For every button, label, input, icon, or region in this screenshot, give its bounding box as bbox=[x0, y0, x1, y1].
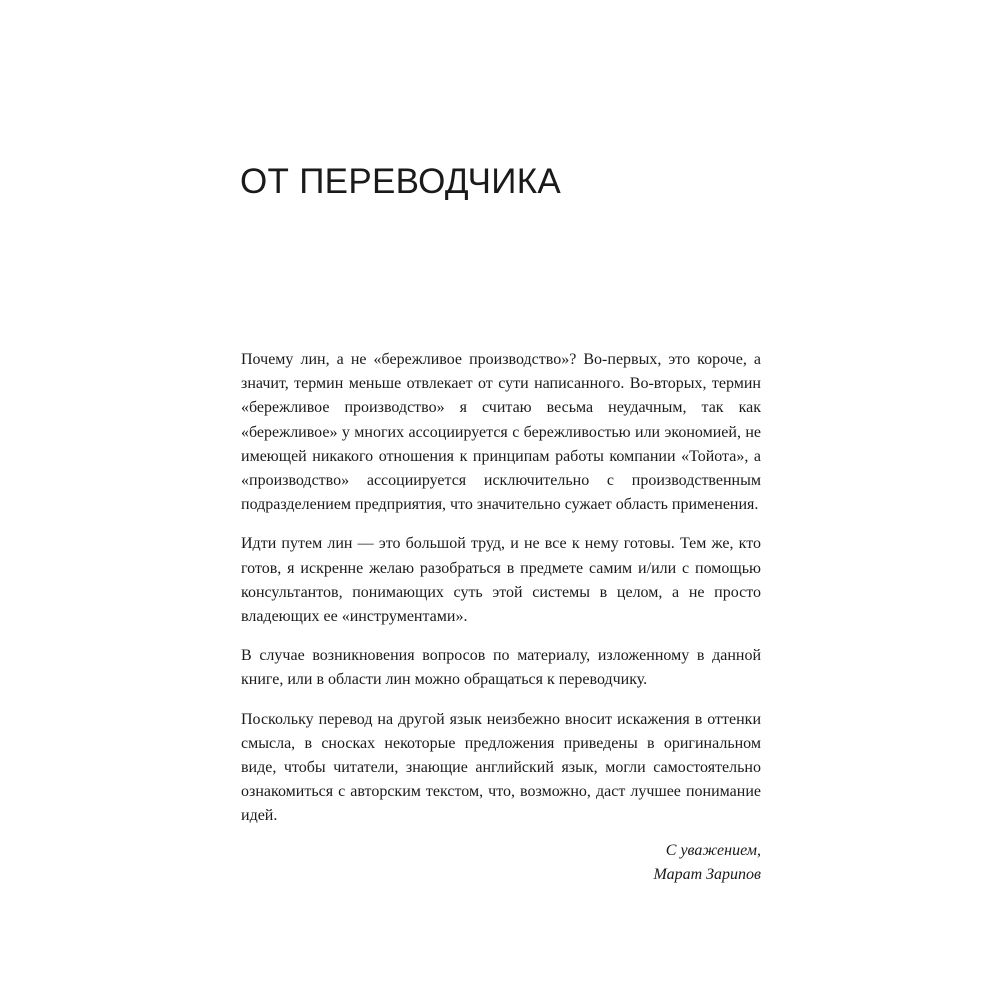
paragraph-1: Почему лин, а не «бережливое производство»? Во-первых, это короче, а значит, термин меньше отвлекает от сути написанного. Во-вторых, термин «бережливое производство» я считаю весьма неудачным, так как «бережливое» у многих ассоциируется с бережливостью или экономией, не имеющей никакого отношения к принципам работы компании «Тойота», а «производство» ассоциируется исключительно с производственным подразделением предприятия, что значительно сужает область применения. bbox=[241, 351, 761, 514]
paragraph-2: Идти путем лин — это большой труд, и не все к нему готовы. Тем же, кто готов, я искренне желаю разобраться в предмете самим и/или с помощью консультантов, понимающих суть этой системы в целом, а не просто владеющих ее «инструментами». bbox=[241, 535, 761, 626]
signature-closing: С уважением, bbox=[665, 841, 761, 859]
paragraph-4: Поскольку перевод на другой язык неизбежно вносит искажения в оттенки смысла, в сносках некоторые предложения приведены в оригинальном виде, чтобы читатели, знающие английский язык, могли самостоятельно ознакомиться с авторским текстом, что, возможно, даст лучшее понимание идей. bbox=[241, 710, 761, 825]
chapter-title: ОТ ПЕРЕВОДЧИКА bbox=[240, 162, 562, 201]
paragraph-3: В случае возникновения вопросов по материалу, изложенному в данной книге, или в области лин можно обращаться к переводчику. bbox=[241, 647, 761, 689]
signature-name: Марат Зарипов bbox=[653, 865, 761, 883]
body-text bbox=[241, 348, 761, 887]
signature-block bbox=[241, 839, 761, 887]
